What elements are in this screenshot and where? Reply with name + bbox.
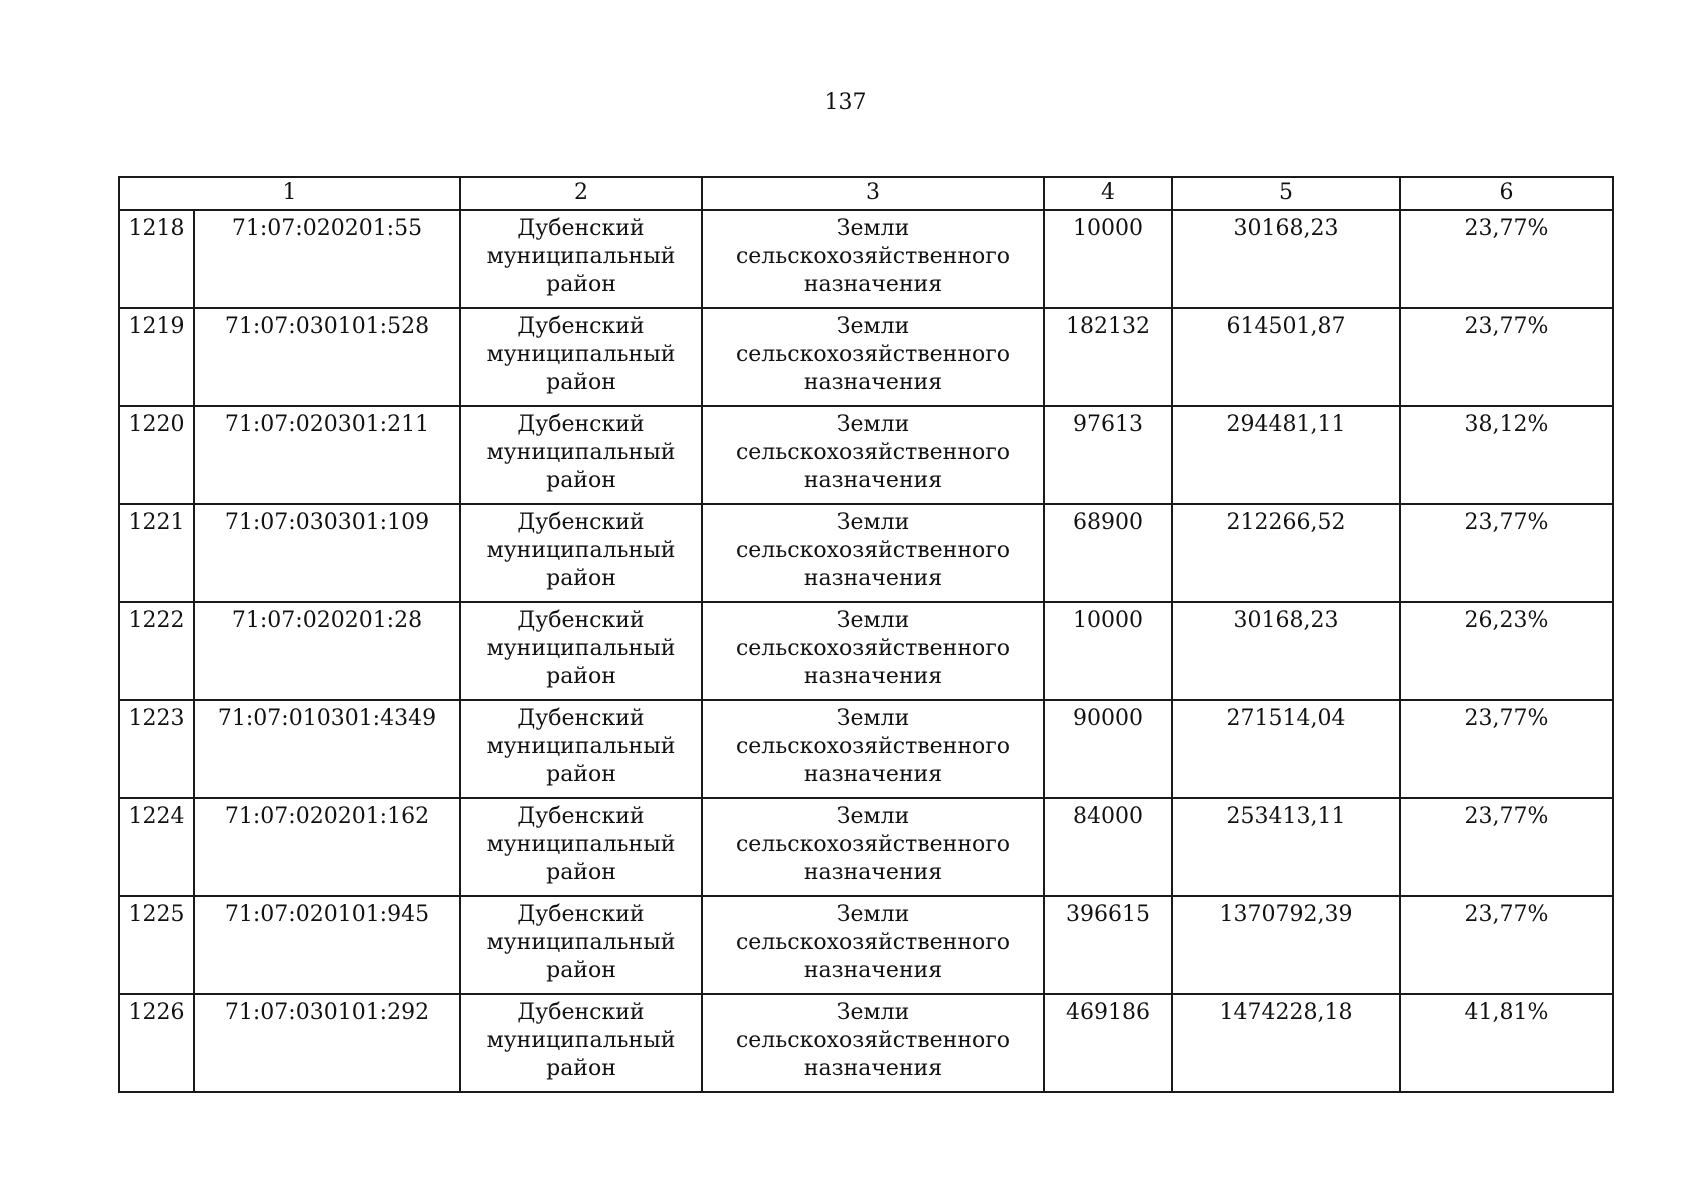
row-number-cell: 1218 [119,210,194,308]
table-row [119,994,1613,1092]
district-line: район [546,762,616,787]
land-category-line: назначения [803,370,943,395]
area-cell: 84000 [1044,798,1172,896]
district-cell [460,308,702,406]
table-row [119,700,1613,798]
land-category-line: Земли сельскохозяйственного [735,216,1011,269]
district-cell [460,700,702,798]
district-line: район [546,860,616,885]
row-number-cell: 1219 [119,308,194,406]
district-line: муниципальный [486,440,676,465]
district-line: Дубенский [517,216,645,241]
percent-cell: 23,77% [1400,308,1613,406]
land-category-line: Земли сельскохозяйственного [735,608,1011,661]
percent-cell: 23,77% [1400,798,1613,896]
land-category-cell [702,308,1044,406]
land-category-line: назначения [803,664,943,689]
area-cell: 10000 [1044,210,1172,308]
land-category-cell [702,406,1044,504]
district-cell [460,994,702,1092]
district-line: муниципальный [486,734,676,759]
cadastral-number-cell: 71:07:010301:4349 [194,700,460,798]
land-category-cell [702,896,1044,994]
land-category-line: назначения [803,860,943,885]
table-row [119,210,1613,308]
column-header: 2 [460,177,702,210]
land-category-cell [702,994,1044,1092]
row-number-cell: 1221 [119,504,194,602]
district-line: Дубенский [517,412,645,437]
district-line: муниципальный [486,1028,676,1053]
district-line: муниципальный [486,244,676,269]
district-line: Дубенский [517,608,645,633]
cadastral-value-cell: 1474228,18 [1172,994,1400,1092]
cadastral-number-cell: 71:07:030101:292 [194,994,460,1092]
table-row [119,406,1613,504]
table-header-row [119,177,1613,210]
cadastral-value-cell: 212266,52 [1172,504,1400,602]
district-cell [460,210,702,308]
land-category-line: Земли сельскохозяйственного [735,1000,1011,1053]
cadastral-value-cell: 30168,23 [1172,210,1400,308]
cadastral-value-cell: 271514,04 [1172,700,1400,798]
land-category-line: Земли сельскохозяйственного [735,902,1011,955]
area-cell: 68900 [1044,504,1172,602]
land-plot-table [118,176,1614,1093]
district-cell [460,896,702,994]
cadastral-number-cell: 71:07:020201:28 [194,602,460,700]
percent-cell: 23,77% [1400,700,1613,798]
district-line: муниципальный [486,930,676,955]
land-category-line: назначения [803,762,943,787]
district-cell [460,602,702,700]
district-line: Дубенский [517,510,645,535]
district-cell [460,798,702,896]
area-cell: 182132 [1044,308,1172,406]
district-cell [460,504,702,602]
district-line: район [546,468,616,493]
land-category-line: Земли сельскохозяйственного [735,804,1011,857]
land-category-line: Земли сельскохозяйственного [735,314,1011,367]
district-line: район [546,566,616,591]
cadastral-number-cell: 71:07:020201:162 [194,798,460,896]
row-number-cell: 1226 [119,994,194,1092]
district-line: Дубенский [517,804,645,829]
column-header: 3 [702,177,1044,210]
land-category-line: назначения [803,566,943,591]
land-category-line: Земли сельскохозяйственного [735,706,1011,759]
cadastral-value-cell: 30168,23 [1172,602,1400,700]
table-row [119,504,1613,602]
column-header: 4 [1044,177,1172,210]
land-category-line: Земли сельскохозяйственного [735,412,1011,465]
district-line: район [546,958,616,983]
district-line: район [546,272,616,297]
land-category-line: назначения [803,272,943,297]
district-line: район [546,1056,616,1081]
district-line: муниципальный [486,342,676,367]
land-category-line: назначения [803,1056,943,1081]
district-cell [460,406,702,504]
area-cell: 97613 [1044,406,1172,504]
percent-cell: 23,77% [1400,210,1613,308]
area-cell: 469186 [1044,994,1172,1092]
row-number-cell: 1224 [119,798,194,896]
column-header: 1 [119,177,460,210]
land-category-cell [702,700,1044,798]
cadastral-value-cell: 1370792,39 [1172,896,1400,994]
percent-cell: 23,77% [1400,504,1613,602]
area-cell: 90000 [1044,700,1172,798]
land-category-cell [702,504,1044,602]
table-body [119,210,1613,1092]
land-category-line: назначения [803,958,943,983]
district-line: район [546,370,616,395]
column-header: 5 [1172,177,1400,210]
table-row [119,798,1613,896]
table-row [119,896,1613,994]
district-line: муниципальный [486,832,676,857]
land-category-cell [702,602,1044,700]
row-number-cell: 1223 [119,700,194,798]
cadastral-number-cell: 71:07:020101:945 [194,896,460,994]
table-row [119,308,1613,406]
table-row [119,602,1613,700]
district-line: Дубенский [517,902,645,927]
row-number-cell: 1220 [119,406,194,504]
row-number-cell: 1222 [119,602,194,700]
district-line: муниципальный [486,538,676,563]
cadastral-number-cell: 71:07:030301:109 [194,504,460,602]
land-category-cell [702,210,1044,308]
area-cell: 396615 [1044,896,1172,994]
land-category-line: назначения [803,468,943,493]
percent-cell: 26,23% [1400,602,1613,700]
row-number-cell: 1225 [119,896,194,994]
land-category-line: Земли сельскохозяйственного [735,510,1011,563]
district-line: район [546,664,616,689]
page-number: 137 [824,90,867,115]
district-line: Дубенский [517,706,645,731]
column-header: 6 [1400,177,1613,210]
cadastral-value-cell: 294481,11 [1172,406,1400,504]
cadastral-number-cell: 71:07:020201:55 [194,210,460,308]
percent-cell: 38,12% [1400,406,1613,504]
cadastral-number-cell: 71:07:030101:528 [194,308,460,406]
cadastral-value-cell: 614501,87 [1172,308,1400,406]
percent-cell: 23,77% [1400,896,1613,994]
area-cell: 10000 [1044,602,1172,700]
district-line: Дубенский [517,314,645,339]
land-category-cell [702,798,1044,896]
district-line: муниципальный [486,636,676,661]
percent-cell: 41,81% [1400,994,1613,1092]
cadastral-value-cell: 253413,11 [1172,798,1400,896]
cadastral-number-cell: 71:07:020301:211 [194,406,460,504]
district-line: Дубенский [517,1000,645,1025]
